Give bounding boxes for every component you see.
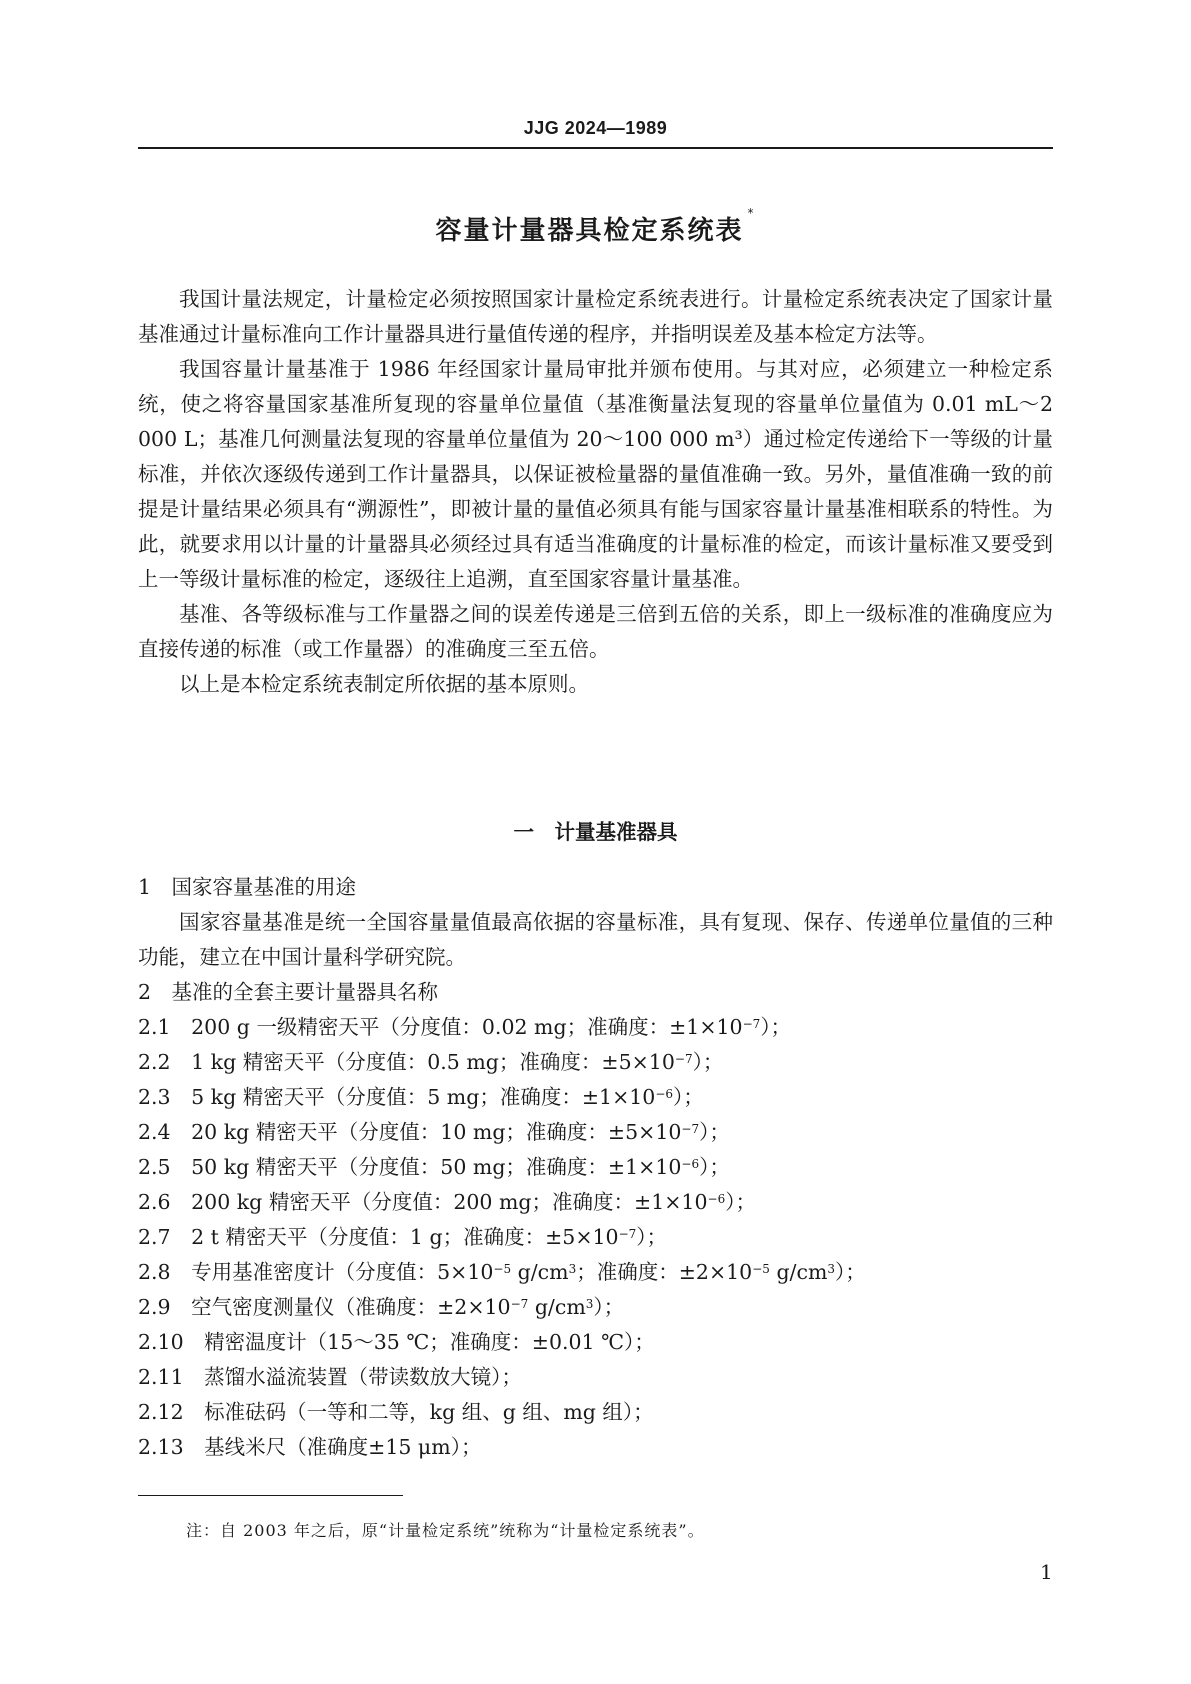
instrument-list [138,1010,1053,1465]
instrument-text: g/cm [528,1295,586,1319]
instrument-number: 2.10 [138,1330,184,1354]
instrument-number: 2.6 [138,1190,171,1214]
instrument-number: 2.12 [138,1400,184,1424]
instrument-number: 2.5 [138,1155,171,1179]
instrument-number: 2.7 [138,1225,171,1249]
intro-paragraph: 以上是本检定系统表制定所依据的基本原则。 [179,672,589,696]
clause-number: 2 [138,980,152,1004]
exponent: −7 [510,1297,529,1311]
instrument-text: 标准砝码（一等和二等，kg 组、g 组、mg 组）； [204,1400,654,1424]
instrument-item [138,1115,1053,1150]
header-rule [138,147,1053,149]
instrument-text: 专用基准密度计（分度值：5×10 [191,1260,494,1284]
instrument-text: ）； [636,1225,668,1249]
instrument-text: ）； [673,1085,704,1109]
intro-section [138,282,1053,702]
instrument-text: 200 kg 精密天平（分度值：200 mg；准确度：±1×10 [191,1190,708,1214]
instrument-text: ）； [699,1155,730,1179]
instrument-text: 空气密度测量仪（准确度：±2×10 [191,1295,511,1319]
instrument-text: ）； [699,1120,730,1144]
instrument-text: g/cm [769,1260,828,1284]
instrument-item [138,1010,1053,1045]
instrument-item [138,1185,1053,1220]
instrument-item [138,1395,1053,1430]
instrument-item [138,1255,1053,1290]
exponent: −7 [674,1052,693,1066]
clause-heading [138,870,1053,905]
instrument-item [138,1045,1053,1080]
exponent: −6 [655,1087,674,1101]
instrument-text: 20 kg 精密天平（分度值：10 mg；准确度：±5×10 [191,1120,682,1144]
exponent: −7 [742,1017,761,1031]
instrument-number: 2.2 [138,1050,171,1074]
instrument-number: 2.13 [138,1435,184,1459]
title-footnote-mark: * [747,206,756,220]
exponent: −7 [618,1227,637,1241]
instrument-item [138,1360,1053,1395]
instrument-item [138,1290,1053,1325]
instrument-text: 蒸馏水溢流装置（带读数放大镜）； [204,1365,522,1389]
instrument-text: ）； [593,1295,625,1319]
instrument-item [138,1150,1053,1185]
exponent: −6 [707,1192,726,1206]
page-number: 1 [1040,1560,1053,1584]
instrument-number: 2.3 [138,1085,171,1109]
instrument-text: ）； [692,1050,724,1074]
instrument-text: ）； [725,1190,756,1214]
instrument-text: ）； [760,1015,792,1039]
instrument-text: ；准确度：±2×10 [576,1260,753,1284]
intro-paragraph: 我国容量计量基准于 1986 年经国家计量局审批并颁布使用。与其对应，必须建立一种检定系统，使之将容量国家基准所复现的容量单位量值（基准衡量法复现的容量单位量值为 0.01 mL～2 000 L；基准几何测量法复现的容量单位量值为 20～100 000 m³）通过检定传递给下一等级的计量标准，并依次逐级传递到工作计量器具，以保证被检量器的量值准确一致。另外，量值准确一致的前提是计量结果必须具有“溯源性”，即被计量的量值必须具有能与国家容量计量基准相联系的特性。为此，就要求用以计量的计量器具必须经过具有适当准确度的计量标准的检定，而该计量标准又要受到上一等级计量标准的检定，逐级往上追溯，直至国家容量计量基准。 [138,357,1053,591]
intro-paragraph: 我国计量法规定，计量检定必须按照国家计量检定系统表进行。计量检定系统表决定了国家计量基准通过计量标准向工作计量器具进行量值传递的程序，并指明误差及基本检定方法等。 [138,287,1053,346]
clause-title: 基准的全套主要计量器具名称 [171,980,439,1004]
instrument-item [138,1220,1053,1255]
instrument-item [138,1325,1053,1360]
intro-paragraph: 基准、各等级标准与工作量器之间的误差传递是三倍到五倍的关系，即上一级标准的准确度应为直接传递的标准（或工作量器）的准确度三至五倍。 [138,602,1053,661]
footnote-rule [138,1495,403,1496]
instrument-number: 2.8 [138,1260,171,1284]
exponent: 3 [568,1262,577,1276]
clause-number: 1 [138,875,152,899]
clause-heading [138,975,1053,1010]
document-title [0,206,1191,247]
exponent: −5 [752,1262,770,1276]
instrument-item [138,1430,1053,1465]
instrument-number: 2.1 [138,1015,171,1039]
instrument-text: 200 g 一级精密天平（分度值：0.02 mg；准确度：±1×10 [191,1015,743,1039]
instrument-text: 1 kg 精密天平（分度值：0.5 mg；准确度：±5×10 [191,1050,675,1074]
instrument-text: 精密温度计（15～35 ℃；准确度：±0.01 ℃）； [204,1330,655,1354]
clause-body: 国家容量基准是统一全国容量量值最高依据的容量标准，具有复现、保存、传递单位量值的三种功能，建立在中国计量科学研究院。 [138,910,1053,969]
title-text: 容量计量器具检定系统表 [435,216,744,246]
exponent: 3 [585,1297,594,1311]
instrument-number: 2.4 [138,1120,171,1144]
section-heading: 一 计量基准器具 [513,820,678,844]
standard-code: JJG 2024—1989 [523,118,668,138]
clause-title: 国家容量基准的用途 [171,875,357,899]
instrument-text: 2 t 精密天平（分度值：1 g；准确度：±5×10 [191,1225,619,1249]
instrument-text: 50 kg 精密天平（分度值：50 mg；准确度：±1×10 [191,1155,682,1179]
instrument-number: 2.9 [138,1295,171,1319]
exponent: −6 [681,1157,700,1171]
instrument-number: 2.11 [138,1365,184,1389]
clause-list [138,870,1053,1465]
instrument-text: g/cm [511,1260,569,1284]
exponent: −7 [681,1122,700,1136]
instrument-text: 5 kg 精密天平（分度值：5 mg；准确度：±1×10 [191,1085,656,1109]
instrument-item [138,1080,1053,1115]
exponent: −5 [493,1262,512,1276]
instrument-text: 基线米尺（准确度±15 μm）； [204,1435,482,1459]
footnote: 注：自 2003 年之后，原“计量检定系统”统称为“计量检定系统表”。 [186,1521,705,1540]
instrument-text: ）； [835,1260,866,1284]
exponent: 3 [827,1262,836,1276]
